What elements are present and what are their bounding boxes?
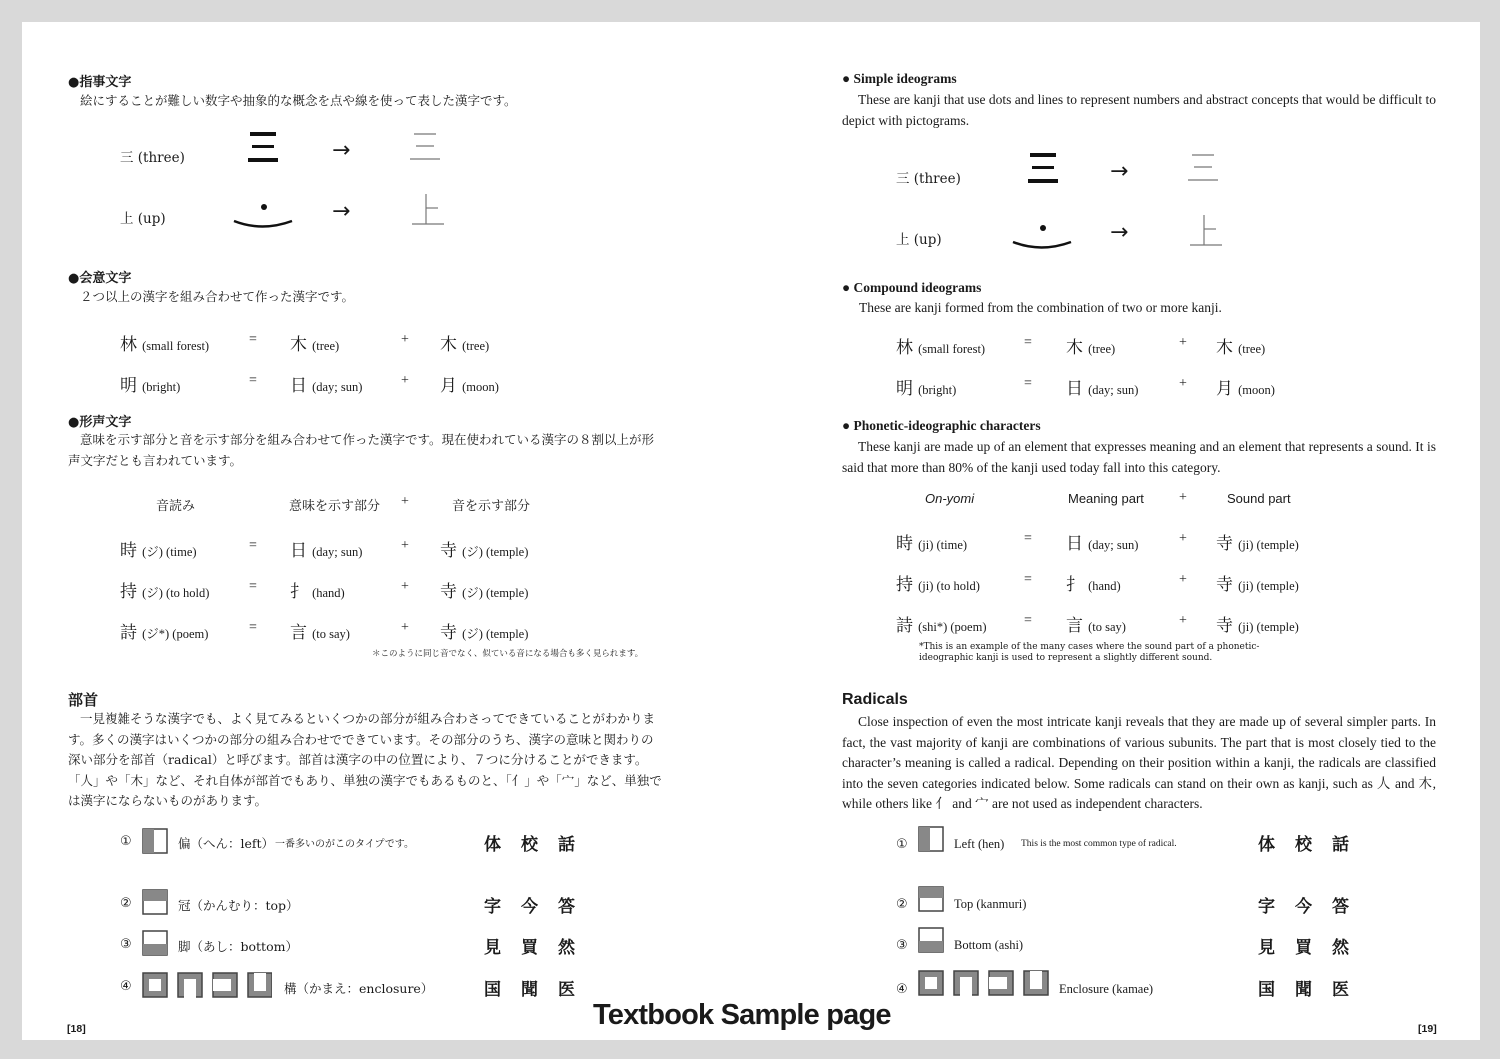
kanji: 扌 [1066,575,1083,595]
modern-up-glyph [1186,209,1226,253]
gloss: (day; sun) [312,380,363,394]
gloss: (ji) (to hold) [918,579,980,593]
example-label-up: 上 (up) [896,232,942,248]
page-number: [18] [67,1023,86,1035]
section-heading-phonetic: ● Phonetic-ideographic characters [842,418,1041,433]
top-radical-icon [142,889,168,915]
example-kanji: 体校話 [484,835,595,855]
plus-sign: + [401,538,409,553]
gloss: (moon) [1238,383,1275,397]
column-header: On-yomi [925,491,975,506]
example-kanji: 国聞医 [484,980,595,1000]
item-number: ③ [896,938,908,953]
equals-sign: = [249,538,257,553]
equals-sign: = [1024,613,1032,628]
example-kanji: 見買然 [484,938,595,958]
plus-sign: + [1179,490,1187,505]
gloss: (hand) [1088,579,1121,593]
gloss: (day; sun) [1088,538,1139,552]
kanji: 言 [290,623,307,643]
plus-sign: + [1179,376,1187,391]
footnote: ＊このように同じ音でなく、似ている音になる場合も多く見られます。 [372,649,644,659]
radicals-heading: 部首 [68,691,99,709]
plus-sign: + [401,579,409,594]
equals-sign: = [1024,572,1032,587]
radicals-body: 一見複雑そうな漢字でも、よく見てみるといくつかの部分が組み合わさってできていることがわかります。多くの漢字はいくつかの部分の組み合わせでできています。その部分のうち、漢字の意味と関わりの深い部分を部首（radical）と呼びます。部首は漢字の中の位置により、７つに分けることができます。「人」や「木」など、それ自体が部首でもあり、単独の漢字でもあるものと、「亻」や「宀」など、単独では漢字にならないものがあります。 [68,711,662,808]
plus-sign: + [401,620,409,635]
example-label-three: 三 (three) [896,171,961,187]
radicals-heading: Radicals [842,691,908,708]
gloss: (to say) [1088,620,1126,634]
example-label-up: 上 (up) [120,211,166,227]
section-heading-simple-ideograms: ● Simple ideograms [842,71,957,86]
item-number: ② [120,896,132,911]
kanji: 持 [896,575,913,595]
gloss: (ji) (time) [918,538,968,552]
left-page [22,22,751,1040]
equals-sign: = [249,620,257,635]
item-number: ① [896,837,908,852]
example-kanji: 見買然 [1258,938,1369,958]
example-label-three: 三 (three) [120,150,185,166]
kanji: 日 [290,376,307,396]
kanji: 木 [440,335,457,355]
gloss: (shi*) (poem) [918,620,987,634]
brush-up-glyph [1009,215,1073,255]
enclosure-radical-icons [918,970,1050,998]
section-heading-compound-ideograms: ●会意文字 [68,271,132,286]
gloss: (tree) [462,339,490,353]
gloss: (tree) [1238,342,1266,356]
kanji: 詩 [120,623,137,643]
section-body: ２つ以上の漢字を組み合わせて作った漢字です。 [80,289,355,304]
example-kanji: 字今答 [1258,897,1369,917]
gloss: (hand) [312,586,345,600]
radical-label: Bottom (ashi) [954,938,1024,952]
left-radical-icon [142,828,168,854]
section-body: These kanji are made up of an element that expresses meaning and an element that represents a sound. It is said that more than 80% of the kanji used today fall into this category. [842,439,1436,475]
gloss: (ジ) (to hold) [142,586,210,600]
radical-label: 偏（へん：left） [178,836,275,851]
radical-note: This is the most common type of radical. [1021,839,1177,849]
brush-three-glyph [244,126,284,166]
kanji: 林 [120,335,137,355]
brush-three-glyph [1024,147,1064,187]
kanji: 言 [1066,616,1083,636]
section-body: These are kanji formed from the combination of two or more kanji. [859,300,1222,315]
section-heading-phonetic: ●形声文字 [68,415,132,430]
section-body: 意味を示す部分と音を示す部分を組み合わせて作った漢字です。現在使われている漢字の８割以上が形声文字だとも言われています。 [68,432,655,468]
page-number: [19] [1418,1023,1437,1035]
gloss: (small forest) [142,339,210,353]
radical-label: Top (kanmuri) [954,897,1027,911]
item-number: ③ [120,937,132,952]
sample-banner: Textbook Sample page [593,999,891,1031]
kanji: 寺 [440,541,457,561]
kanji: 寺 [1216,616,1233,636]
plus-sign: + [401,494,409,509]
gloss: (moon) [462,380,499,394]
gloss: (bright) [918,383,957,397]
kanji: 寺 [1216,575,1233,595]
section-body: These are kanji that use dots and lines to represent numbers and abstract concepts that would be difficult to depict with pictograms. [842,92,1436,128]
kanji: 日 [290,541,307,561]
section-heading-compound-ideograms: ● Compound ideograms [842,280,982,295]
kanji: 寺 [440,582,457,602]
kanji: 寺 [440,623,457,643]
gloss: (ジ) (time) [142,545,197,559]
top-radical-icon [918,886,944,912]
arrow-icon: → [1110,159,1129,184]
kanji: 月 [1216,379,1233,399]
equals-sign: = [1024,531,1032,546]
column-header: 音を示す部分 [452,499,531,514]
column-header: Sound part [1227,491,1291,506]
example-kanji: 体校話 [1258,835,1369,855]
gloss: (bright) [142,380,181,394]
modern-up-glyph [408,188,448,232]
gloss: (tree) [1088,342,1116,356]
kanji: 寺 [1216,534,1233,554]
kanji: 日 [1066,379,1083,399]
radical-note: 一番多いのがこのタイプです。 [275,839,414,850]
radical-label: 構（かまえ：enclosure） [284,981,434,996]
modern-three-glyph [1184,147,1224,187]
kanji: 木 [290,335,307,355]
plus-sign: + [401,332,409,347]
modern-three-glyph [406,126,446,166]
item-number: ④ [120,979,132,994]
equals-sign: = [249,579,257,594]
gloss: (ジ*) (poem) [142,627,209,641]
section-heading-simple-ideograms: ●指事文字 [68,75,132,90]
plus-sign: + [1179,613,1187,628]
item-number: ① [120,834,132,849]
kanji: 木 [1066,338,1083,358]
gloss: (ジ) (temple) [462,545,529,559]
plus-sign: + [1179,572,1187,587]
kanji: 木 [1216,338,1233,358]
example-kanji: 字今答 [484,897,595,917]
gloss: (ジ) (temple) [462,627,529,641]
gloss: (day; sun) [1088,383,1139,397]
item-number: ④ [896,982,908,997]
footnote: *This is an example of the many cases where the sound part of a phonetic-ideographic kanji is used to represent a slightly different sound. [919,642,1260,663]
gloss: (ji) (temple) [1238,620,1299,634]
radical-label: Left (hen) [954,837,1005,851]
arrow-icon: → [1110,220,1129,245]
gloss: (to say) [312,627,350,641]
radicals-body: Close inspection of even the most intricate kanji reveals that they are made up of several simpler parts. In fact, the vast majority of kanji are combinations of various subunits. The part that is most closely tied to the character’s meaning is called a radical. Depending on their position within a kanji, the radicals are classified into the seven categories indicated below. Some radicals can stand on their own as kanji, such as 人 and 木, while others like 亻 and 宀 are not used as independent characters. [842,714,1436,811]
radical-label: 脚（あし：bottom） [178,939,298,954]
kanji: 詩 [896,616,913,636]
radical-label: Enclosure (kamae) [1059,982,1154,996]
kanji: 扌 [290,582,307,602]
kanji: 日 [1066,534,1083,554]
bottom-radical-icon [918,927,944,953]
radical-label: 冠（かんむり：top） [178,898,299,913]
brush-up-glyph [230,194,294,234]
section-body: 絵にすることが難しい数字や抽象的な概念を点や線を使って表した漢字です。 [80,93,517,108]
gloss: (day; sun) [312,545,363,559]
column-header: 意味を示す部分 [289,499,381,514]
kanji: 月 [440,376,457,396]
arrow-icon: → [332,138,351,163]
gloss: (ji) (temple) [1238,538,1299,552]
column-header: Meaning part [1068,491,1144,506]
plus-sign: + [1179,335,1187,350]
enclosure-radical-icons [142,972,272,1000]
right-page [751,22,1480,1040]
kanji: 明 [120,376,137,396]
book-spread [22,22,1480,1040]
plus-sign: + [1179,531,1187,546]
example-kanji: 国聞医 [1258,980,1369,1000]
kanji: 林 [896,338,913,358]
gloss: (ジ) (temple) [462,586,529,600]
plus-sign: + [401,373,409,388]
bottom-radical-icon [142,930,168,956]
equals-sign: = [249,373,257,388]
equals-sign: = [1024,376,1032,391]
kanji: 時 [896,534,913,554]
left-radical-icon [918,826,944,852]
kanji: 持 [120,582,137,602]
gloss: (tree) [312,339,340,353]
gloss: (small forest) [918,342,986,356]
gloss: (ji) (temple) [1238,579,1299,593]
arrow-icon: → [332,199,351,224]
equals-sign: = [249,332,257,347]
item-number: ② [896,897,908,912]
kanji: 明 [896,379,913,399]
equals-sign: = [1024,335,1032,350]
column-header: 音読み [156,499,196,514]
kanji: 時 [120,541,137,561]
